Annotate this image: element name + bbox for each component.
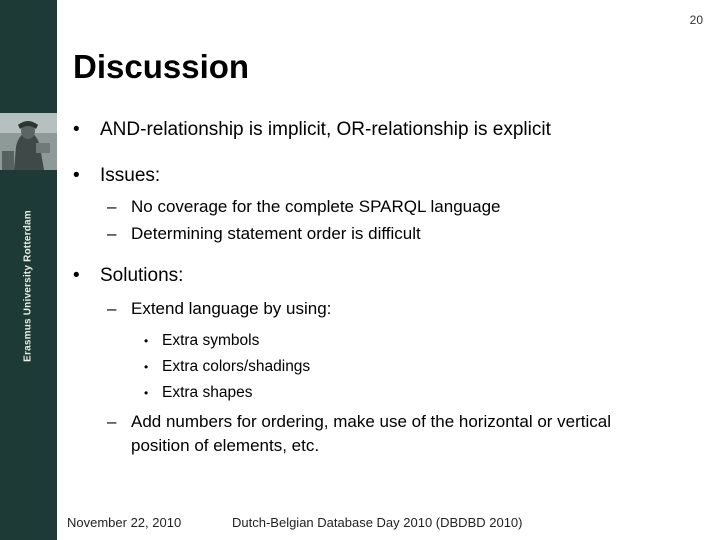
footer-date: November 22, 2010 — [67, 515, 182, 530]
slide-body — [73, 117, 703, 458]
sub-bullet-text: No coverage for the complete SPARQL language — [131, 197, 501, 216]
bullet-item — [73, 117, 703, 143]
sub-bullet-text: Add numbers for ordering, make use of the horizontal or vertical position of elements, etc. — [131, 412, 612, 455]
bullet-item — [73, 163, 703, 189]
sub-sub-bullet-text: Extra colors/shadings — [162, 358, 311, 375]
bullet-text: AND-relationship is implicit, OR-relationship is explicit — [100, 119, 551, 140]
sidebar — [0, 0, 57, 540]
small-bullet-dot: • — [144, 386, 149, 400]
sub-bullet-item — [73, 295, 703, 322]
dash-bullet: – — [107, 224, 117, 243]
bullet-text: Solutions: — [100, 265, 184, 286]
dash-bullet: – — [107, 412, 117, 431]
sub-sub-bullet-text: Extra shapes — [162, 384, 253, 401]
footer-event: Dutch-Belgian Database Day 2010 (DBDBD 2010) — [232, 515, 523, 530]
bullet-item — [73, 263, 703, 289]
sub-bullet-item — [73, 410, 631, 458]
bullet-text: Issues: — [100, 165, 161, 186]
small-bullet-dot: • — [144, 360, 149, 374]
sub-sub-bullet-text: Extra symbols — [162, 332, 260, 349]
slide-title: Discussion — [73, 48, 250, 85]
bullet-dot: • — [73, 165, 80, 186]
sub-bullet-text: Extend language by using: — [131, 299, 332, 318]
page-number: 20 — [689, 13, 703, 27]
bullet-dot: • — [73, 119, 80, 140]
sub-sub-bullet-item — [73, 380, 703, 406]
sub-bullet-text: Determining statement order is difficult — [131, 224, 421, 243]
sub-sub-bullet-item — [73, 354, 703, 380]
small-bullet-dot: • — [144, 334, 149, 348]
institution-label: Erasmus University Rotterdam — [22, 210, 34, 362]
sub-bullet-item — [73, 220, 703, 247]
sub-bullet-item — [73, 193, 703, 220]
erasmus-portrait-image — [0, 113, 57, 170]
dash-bullet: – — [107, 197, 117, 216]
bullet-dot: • — [73, 265, 80, 286]
dash-bullet: – — [107, 299, 117, 318]
sub-sub-bullet-item — [73, 328, 703, 354]
